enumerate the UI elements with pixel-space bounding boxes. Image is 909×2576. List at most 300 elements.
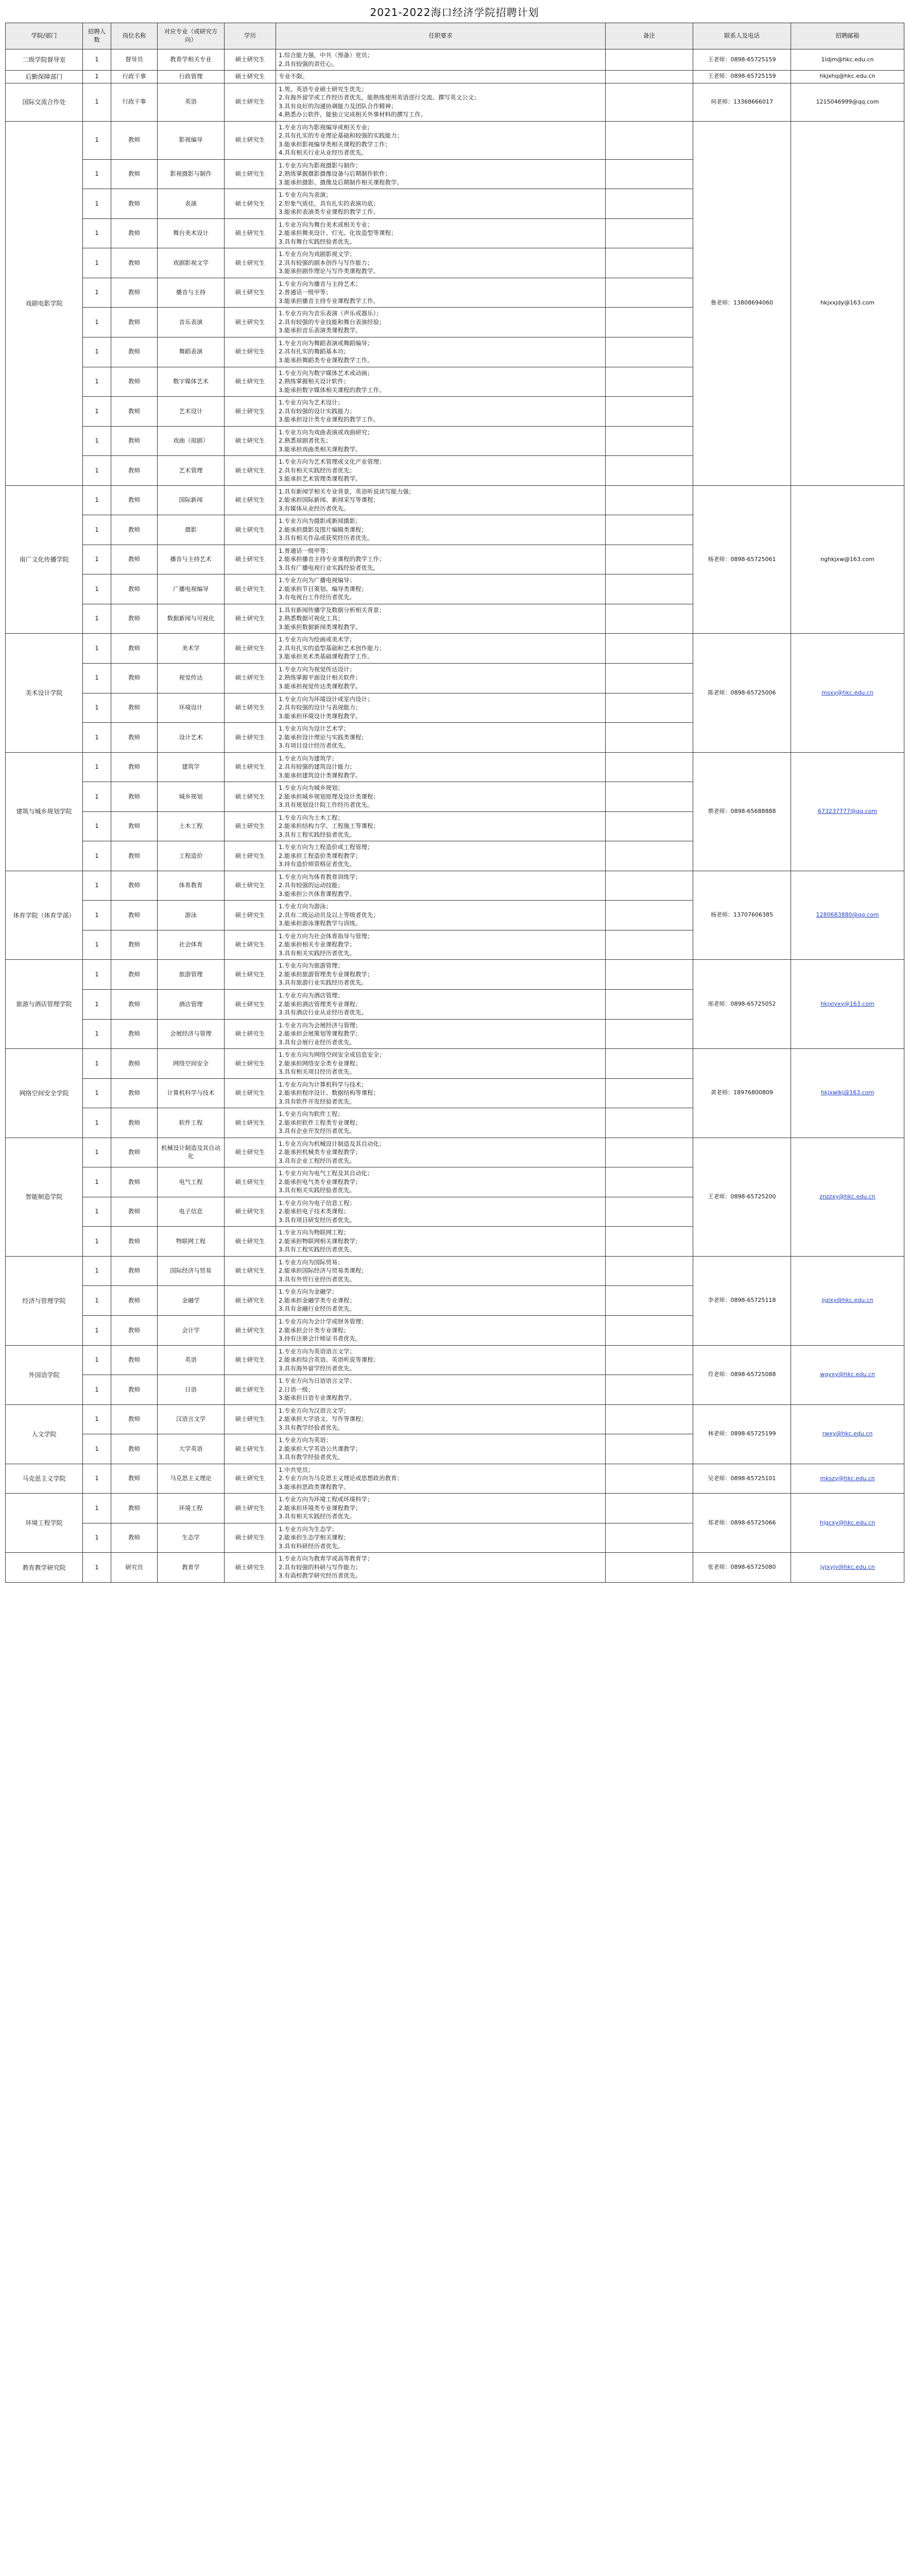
requirements <box>276 83 606 121</box>
post-name: 教师 <box>111 189 158 219</box>
degree-level: 硕士研究生 <box>225 1404 276 1434</box>
requirements <box>276 308 606 337</box>
requirements <box>276 49 606 71</box>
note <box>606 693 693 723</box>
requirements <box>276 248 606 278</box>
requirements <box>276 189 606 219</box>
degree-level: 硕士研究生 <box>225 426 276 456</box>
requirements <box>276 515 606 545</box>
note <box>606 1553 693 1583</box>
requirement-line: 1.专业方向为摄影或新闻摄影； <box>279 517 362 525</box>
table-row <box>6 1553 904 1583</box>
requirement-line: 3.能承担舞蹈类专业课程教学工作。 <box>279 356 373 364</box>
requirement-line: 3.具有项目研发经历者优先。 <box>279 1216 355 1224</box>
hire-count: 1 <box>83 1049 111 1079</box>
hire-count: 1 <box>83 1078 111 1108</box>
major-name: 戏曲（琼剧） <box>158 426 225 456</box>
major-name: 土木工程 <box>158 811 225 841</box>
major-name: 金融学 <box>158 1286 225 1316</box>
contact-info: 邢老师：0898-65725052 <box>693 960 791 1049</box>
major-name: 舞蹈表演 <box>158 337 225 367</box>
hire-count: 1 <box>83 218 111 248</box>
requirement-line: 2.具有扎实的舞蹈基本功； <box>279 348 350 355</box>
major-name: 视觉传达 <box>158 663 225 693</box>
requirement-line: 2.有海外留学或工作经历者优先，能熟练使用英语进行交流、撰写英文公文； <box>279 94 480 101</box>
requirement-line: 3.具有企业工程经历者优先。 <box>279 1157 355 1164</box>
requirement-line: 3.具有工程实践经验者优先。 <box>279 831 355 838</box>
requirement-line: 1.男，英语专业硕士研究生优先； <box>279 85 367 93</box>
post-name: 教师 <box>111 545 158 574</box>
requirements <box>276 367 606 397</box>
requirement-line: 2.普通话一级甲等； <box>279 289 332 296</box>
degree-level: 硕士研究生 <box>225 71 276 83</box>
requirement-line: 3.能承担游泳课程教学与训练。 <box>279 920 362 927</box>
hire-count: 1 <box>83 49 111 71</box>
degree-level: 硕士研究生 <box>225 574 276 604</box>
post-name: 教师 <box>111 663 158 693</box>
recruit-email-link[interactable]: 1ldjm@hkc.edu.cn <box>791 49 904 71</box>
recruit-email-link[interactable]: rwxy@hkc.edu.cn <box>791 1404 904 1464</box>
requirement-line: 3.具有会展行业经历者优先。 <box>279 1038 355 1046</box>
degree-level: 硕士研究生 <box>225 337 276 367</box>
requirement-line: 2.能承担会展策划等课程教学； <box>279 1030 362 1038</box>
requirement-line: 2.能承担摄影及图片编辑类课程； <box>279 526 367 533</box>
hire-count: 1 <box>83 693 111 723</box>
requirement-line: 3.能承担日语专业课程教学。 <box>279 1394 355 1402</box>
post-name: 教师 <box>111 1108 158 1138</box>
requirement-line: 3.能承担思政类课程教学。 <box>279 1483 350 1490</box>
header-email: 招聘邮箱 <box>791 23 904 49</box>
requirement-line: 3.有项目设计经历者优先。 <box>279 742 350 750</box>
note <box>606 871 693 901</box>
header-note: 备注 <box>606 23 693 49</box>
note <box>606 308 693 337</box>
requirement-line: 2.熟练掌握平面设计相关软件； <box>279 674 362 682</box>
hire-count: 1 <box>83 1523 111 1553</box>
requirement-line: 3.能承担视觉传达类课程教学。 <box>279 683 362 690</box>
requirements <box>276 930 606 960</box>
requirement-line: 3.具有教学经验者优先。 <box>279 1423 344 1431</box>
major-name: 教育学相关专业 <box>158 49 225 71</box>
requirements <box>276 1316 606 1346</box>
requirement-line: 2.具有较强的责任心。 <box>279 60 338 67</box>
requirement-line: 2.具有扎实的专业理论基础和较强的实践能力； <box>279 132 403 140</box>
degree-level: 硕士研究生 <box>225 782 276 812</box>
post-name: 教师 <box>111 367 158 397</box>
degree-level: 硕士研究生 <box>225 663 276 693</box>
requirement-line: 2.能承担程序设计、数据结构等课程； <box>279 1089 379 1097</box>
post-name: 教师 <box>111 1316 158 1346</box>
recruit-email-link[interactable]: jjglxy@hkc.edu.cn <box>791 1256 904 1345</box>
degree-level: 硕士研究生 <box>225 1316 276 1346</box>
note <box>606 811 693 841</box>
requirement-line: 1.专业方向为社会体育指导与管理； <box>279 932 373 940</box>
note <box>606 49 693 71</box>
note <box>606 1375 693 1405</box>
degree-level: 硕士研究生 <box>225 456 276 486</box>
post-name: 教师 <box>111 1494 158 1523</box>
requirements <box>276 71 606 83</box>
major-name: 电气工程 <box>158 1167 225 1197</box>
requirement-line: 3.具有科研经历者优先。 <box>279 1542 344 1550</box>
major-name: 电子信息 <box>158 1197 225 1227</box>
hire-count: 1 <box>83 159 111 189</box>
requirement-line: 1.专业方向为数字媒体艺术或动画； <box>279 369 373 377</box>
major-name: 设计艺术 <box>158 723 225 753</box>
requirement-line: 1.专业方向为音乐表演（声乐或器乐）； <box>279 310 382 317</box>
major-name: 旅游管理 <box>158 960 225 990</box>
requirements <box>276 871 606 901</box>
recruit-email-link[interactable]: mkszy@hkc.edu.cn <box>791 1464 904 1494</box>
contact-info: 陈老师：0898-65725006 <box>693 634 791 752</box>
contact-info: 鲁老师：13808694060 <box>693 121 791 485</box>
requirement-line: 2.能承担综合英语、英语听说等课程； <box>279 1356 379 1364</box>
hire-count: 1 <box>83 426 111 456</box>
recruit-email-link[interactable]: hkjxwlkj@163.com <box>791 1049 904 1138</box>
requirement-line: 3.能承担戏曲类相关课程教学。 <box>279 445 362 453</box>
college-name: 二级学院督导室 <box>6 49 83 71</box>
note <box>606 337 693 367</box>
requirement-line: 3.具有金融行业经历者优先。 <box>279 1305 355 1313</box>
degree-level: 硕士研究生 <box>225 1375 276 1405</box>
major-name: 艺术设计 <box>158 397 225 427</box>
requirement-line: 2.能承担设计理论与实践类课程； <box>279 733 367 741</box>
requirements <box>276 1345 606 1375</box>
post-name: 教师 <box>111 811 158 841</box>
requirement-line: 3.能承担数据新闻类课程教学。 <box>279 623 362 631</box>
post-name: 教师 <box>111 218 158 248</box>
requirement-line: 1.专业方向为舞蹈表演或舞蹈编导； <box>279 339 373 347</box>
requirements <box>276 693 606 723</box>
note <box>606 930 693 960</box>
requirements <box>276 121 606 159</box>
table-row <box>6 752 904 782</box>
requirement-line: 2.能承担物联网相关课程教学； <box>279 1237 362 1245</box>
requirements <box>276 841 606 871</box>
requirement-line: 3.能承担摄影、摄像及后期制作相关课程教学。 <box>279 178 403 186</box>
requirement-line: 3.具有相关实践经验者优先。 <box>279 1187 355 1194</box>
post-name: 行政干事 <box>111 83 158 121</box>
requirements <box>276 604 606 634</box>
requirement-line: 1.普通话一级甲等； <box>279 547 332 554</box>
recruit-email-link[interactable]: jyjxyjy@hkc.edu.cn <box>791 1553 904 1583</box>
contact-info: 杨老师：0898-65725061 <box>693 485 791 634</box>
major-name: 影视摄影与制作 <box>158 159 225 189</box>
contact-info: 符老师：0898-65725088 <box>693 1345 791 1404</box>
note <box>606 1434 693 1464</box>
post-name: 教师 <box>111 1138 158 1167</box>
major-name: 音乐表演 <box>158 308 225 337</box>
requirement-line: 2.专业方向为马克思主义理论或思想政治教育； <box>279 1475 403 1482</box>
degree-level: 硕士研究生 <box>225 1434 276 1464</box>
recruit-email-link[interactable]: 673237777@qq.com <box>791 752 904 871</box>
requirement-line: 2.能承担金融学类专业课程； <box>279 1296 355 1304</box>
major-name: 软件工程 <box>158 1108 225 1138</box>
requirements <box>276 1167 606 1197</box>
major-name: 社会体育 <box>158 930 225 960</box>
requirements <box>276 901 606 930</box>
degree-level: 硕士研究生 <box>225 1553 276 1583</box>
hire-count: 1 <box>83 1256 111 1286</box>
note <box>606 1256 693 1286</box>
degree-level: 硕士研究生 <box>225 159 276 189</box>
major-name: 行政管理 <box>158 71 225 83</box>
requirement-line: 3.能承担剧作理论与写作类课程教学。 <box>279 267 379 275</box>
recruit-email-link[interactable]: 1280683880@qq.com <box>791 871 904 960</box>
note <box>606 663 693 693</box>
recruit-email-link[interactable]: nghkjxw@163.com <box>791 485 904 634</box>
requirements <box>276 1523 606 1553</box>
hire-count: 1 <box>83 930 111 960</box>
requirements <box>276 1404 606 1434</box>
post-name: 教师 <box>111 248 158 278</box>
college-name: 环境工程学院 <box>6 1494 83 1553</box>
major-name: 英语 <box>158 83 225 121</box>
requirement-line: 1.具有新闻传播学及数据分析相关背景； <box>279 606 385 614</box>
contact-info: 张老师：0898-65725080 <box>693 1553 791 1583</box>
requirements <box>276 1286 606 1316</box>
requirement-line: 1.专业方向为艺术设计； <box>279 399 344 406</box>
table-row <box>6 1345 904 1375</box>
requirement-line: 1.专业方向为体育教育训练学； <box>279 873 362 880</box>
requirement-line: 1.专业方向为环境工程或环境科学； <box>279 1496 373 1503</box>
degree-level: 硕士研究生 <box>225 1138 276 1167</box>
hire-count: 1 <box>83 1138 111 1167</box>
recruit-email-link[interactable]: znzzxy@hkc.edu.cn <box>791 1138 904 1256</box>
major-name: 物联网工程 <box>158 1227 225 1257</box>
requirement-line: 1.专业方向为计算机科学与技术； <box>279 1080 367 1088</box>
post-name: 教师 <box>111 871 158 901</box>
degree-level: 硕士研究生 <box>225 1494 276 1523</box>
requirement-line: 3.具有旅游行业实践经历者优先。 <box>279 979 367 987</box>
post-name: 教师 <box>111 278 158 308</box>
recruit-email-link[interactable]: wgyxy@hkc.edu.cn <box>791 1345 904 1404</box>
note <box>606 723 693 753</box>
requirement-line: 1.专业方向为戏曲表演或戏曲研究； <box>279 428 373 436</box>
table-row <box>6 485 904 515</box>
hire-count: 1 <box>83 189 111 219</box>
post-name: 研究员 <box>111 1553 158 1583</box>
requirement-line: 1.专业方向为物联网工程； <box>279 1229 350 1236</box>
requirements <box>276 1227 606 1257</box>
degree-level: 硕士研究生 <box>225 1197 276 1227</box>
requirement-line: 2.具有扎实的造型基础和艺术创作能力； <box>279 644 385 652</box>
requirement-line: 1.专业方向为会计学或财务管理； <box>279 1318 367 1325</box>
contact-info: 李老师：0898-65725118 <box>693 1256 791 1345</box>
hire-count: 1 <box>83 811 111 841</box>
requirement-line: 3.能承担美术类基础课程教学工作。 <box>279 653 373 660</box>
hire-count: 1 <box>83 397 111 427</box>
table-row <box>6 83 904 121</box>
contact-info: 王老师：0898-65725200 <box>693 1138 791 1256</box>
requirement-line: 1.专业方向为会展经济与管理； <box>279 1021 362 1029</box>
major-name: 环境设计 <box>158 693 225 723</box>
post-name: 教师 <box>111 1523 158 1553</box>
requirement-line: 3.能承担建筑设计类课程教学。 <box>279 771 362 779</box>
degree-level: 硕士研究生 <box>225 1464 276 1494</box>
note <box>606 159 693 189</box>
requirement-line: 1.专业方向为软件工程； <box>279 1110 344 1118</box>
requirement-line: 1.专业方向为影视摄影与制作； <box>279 161 362 169</box>
hire-count: 1 <box>83 1464 111 1494</box>
requirements <box>276 1256 606 1286</box>
post-name: 教师 <box>111 723 158 753</box>
hire-count: 1 <box>83 248 111 278</box>
degree-level: 硕士研究生 <box>225 248 276 278</box>
degree-level: 硕士研究生 <box>225 1078 276 1108</box>
requirement-line: 3.具有海外留学经历者优先。 <box>279 1364 355 1372</box>
degree-level: 硕士研究生 <box>225 367 276 397</box>
degree-level: 硕士研究生 <box>225 811 276 841</box>
requirement-line: 1.专业方向为表演； <box>279 191 332 199</box>
requirements <box>276 989 606 1019</box>
requirement-line: 1.综合能力强，中共（预备）党员； <box>279 52 373 59</box>
hire-count: 1 <box>83 1434 111 1464</box>
header-post: 岗位名称 <box>111 23 158 49</box>
requirements <box>276 1138 606 1167</box>
degree-level: 硕士研究生 <box>225 1286 276 1316</box>
requirement-line: 2.能承担大学语文、写作等课程； <box>279 1415 367 1423</box>
requirement-line: 2.熟悉数据可视化工具； <box>279 615 344 622</box>
requirement-line: 2.熟练掌握相关设计软件； <box>279 378 350 385</box>
degree-level: 硕士研究生 <box>225 83 276 121</box>
requirements <box>276 752 606 782</box>
degree-level: 硕士研究生 <box>225 189 276 219</box>
post-name: 教师 <box>111 901 158 930</box>
contact-info: 蔡老师：0898-65688888 <box>693 752 791 871</box>
college-name: 人文学院 <box>6 1404 83 1464</box>
requirements <box>276 485 606 515</box>
table-row <box>6 634 904 664</box>
college-name: 南广文化传播学院 <box>6 485 83 634</box>
requirement-line: 2.能承担城乡规划原理及设计类课程； <box>279 792 379 800</box>
hire-count: 1 <box>83 634 111 664</box>
note <box>606 604 693 634</box>
degree-level: 硕士研究生 <box>225 545 276 574</box>
requirement-line: 1.专业方向为艺术管理或文化产业管理； <box>279 458 385 466</box>
hire-count: 1 <box>83 1108 111 1138</box>
requirement-line: 3.能承担影视编导类相关课程的教学工作； <box>279 140 391 148</box>
contact-info: 杨老师：13707606385 <box>693 871 791 960</box>
requirement-line: 2.熟练掌握摄影摄像设备与后期制作软件； <box>279 170 391 178</box>
major-name: 广播电视编导 <box>158 574 225 604</box>
post-name: 督导员 <box>111 49 158 71</box>
requirement-line: 1.专业方向为网络空间安全或信息安全； <box>279 1051 385 1059</box>
note <box>606 752 693 782</box>
hire-count: 1 <box>83 71 111 83</box>
major-name: 酒店管理 <box>158 989 225 1019</box>
requirement-line: 3.持有注册会计师证书者优先。 <box>279 1335 362 1343</box>
note <box>606 841 693 871</box>
requirements <box>276 1049 606 1079</box>
post-name: 教师 <box>111 1375 158 1405</box>
recruit-email-link[interactable]: hjgcxy@hkc.edu.cn <box>791 1494 904 1553</box>
major-name: 游泳 <box>158 901 225 930</box>
major-name: 建筑学 <box>158 752 225 782</box>
requirement-line: 3.具有工程实践经历者优先。 <box>279 1246 355 1253</box>
college-name: 国际交流合作处 <box>6 83 83 121</box>
requirement-line: 2.能承担酒店管理类专业课程； <box>279 1000 362 1008</box>
hire-count: 1 <box>83 121 111 159</box>
note <box>606 1108 693 1138</box>
post-name: 教师 <box>111 960 158 990</box>
requirement-line: 3.具有相关作品或获奖经历者优先。 <box>279 534 373 542</box>
requirement-line: 2.熟悉琼剧者优先； <box>279 437 332 445</box>
degree-level: 硕士研究生 <box>225 841 276 871</box>
requirement-line: 1.专业方向为金融学； <box>279 1288 338 1296</box>
requirement-line: 1.专业方向为广播电视编导； <box>279 577 355 584</box>
requirement-line: 1.专业方向为工程造价或工程管理； <box>279 843 373 851</box>
hire-count: 1 <box>83 545 111 574</box>
requirements <box>276 1553 606 1583</box>
hire-count: 1 <box>83 960 111 990</box>
major-name: 马克思主义理论 <box>158 1464 225 1494</box>
recruit-email-link[interactable]: 1215046999@qq.com <box>791 83 904 121</box>
requirement-line: 3.具有酒店行业从业经历者优先。 <box>279 1009 367 1016</box>
note <box>606 426 693 456</box>
requirement-line: 2.具有较强的科研与写作能力； <box>279 1563 362 1571</box>
degree-level: 硕士研究生 <box>225 752 276 782</box>
note <box>606 71 693 83</box>
college-name: 旅游与酒店管理学院 <box>6 960 83 1049</box>
note <box>606 1494 693 1523</box>
requirement-line: 3.具有规划设计院工作经历者优先。 <box>279 801 373 809</box>
note <box>606 989 693 1019</box>
requirements <box>276 218 606 248</box>
major-name: 教育学 <box>158 1553 225 1583</box>
hire-count: 1 <box>83 871 111 901</box>
note <box>606 248 693 278</box>
contact-info: 林老师：0898-65725199 <box>693 1404 791 1464</box>
college-name: 外国语学院 <box>6 1345 83 1404</box>
requirements <box>276 397 606 427</box>
post-name: 教师 <box>111 159 158 189</box>
requirement-line: 3.能承担播音主持专业课程教学工作。 <box>279 297 379 304</box>
major-name: 工程造价 <box>158 841 225 871</box>
requirement-line: 1.专业方向为电气工程及其自动化； <box>279 1170 373 1177</box>
requirement-line: 2.能承担旅游管理类专业课程教学； <box>279 970 373 978</box>
recruit-email-link[interactable]: hkjxlyxy@163.com <box>791 960 904 1049</box>
post-name: 教师 <box>111 841 158 871</box>
note <box>606 121 693 159</box>
post-name: 教师 <box>111 604 158 634</box>
recruit-email-link[interactable]: hkjxxjdy@163.com <box>791 121 904 485</box>
recruit-email-link[interactable]: hkjxhq@hkc.edu.cn <box>791 71 904 83</box>
table-row <box>6 1494 904 1523</box>
recruit-email-link[interactable]: msxy@hkc.edu.cn <box>791 634 904 752</box>
college-name: 建筑与城乡规划学院 <box>6 752 83 871</box>
college-name: 教育教学研究院 <box>6 1553 83 1583</box>
requirement-line: 3.能承担公共体育课程教学。 <box>279 890 355 897</box>
contact-info: 黄老师：18976800809 <box>693 1049 791 1138</box>
post-name: 教师 <box>111 1019 158 1049</box>
post-name: 教师 <box>111 574 158 604</box>
table-row <box>6 121 904 159</box>
header-college: 学院/部门 <box>6 23 83 49</box>
degree-level: 硕士研究生 <box>225 121 276 159</box>
requirement-line: 2.能承担网络安全类专业课程； <box>279 1059 362 1067</box>
degree-level: 硕士研究生 <box>225 723 276 753</box>
requirements <box>276 278 606 308</box>
requirements <box>276 159 606 189</box>
degree-level: 硕士研究生 <box>225 1256 276 1286</box>
requirement-line: 2.能承担电子技术类课程； <box>279 1208 350 1215</box>
post-name: 教师 <box>111 1464 158 1494</box>
hire-count: 1 <box>83 1316 111 1346</box>
major-name: 体育教育 <box>158 871 225 901</box>
post-name: 教师 <box>111 1227 158 1257</box>
requirement-line: 2.能承担工程造价类课程教学； <box>279 852 362 859</box>
